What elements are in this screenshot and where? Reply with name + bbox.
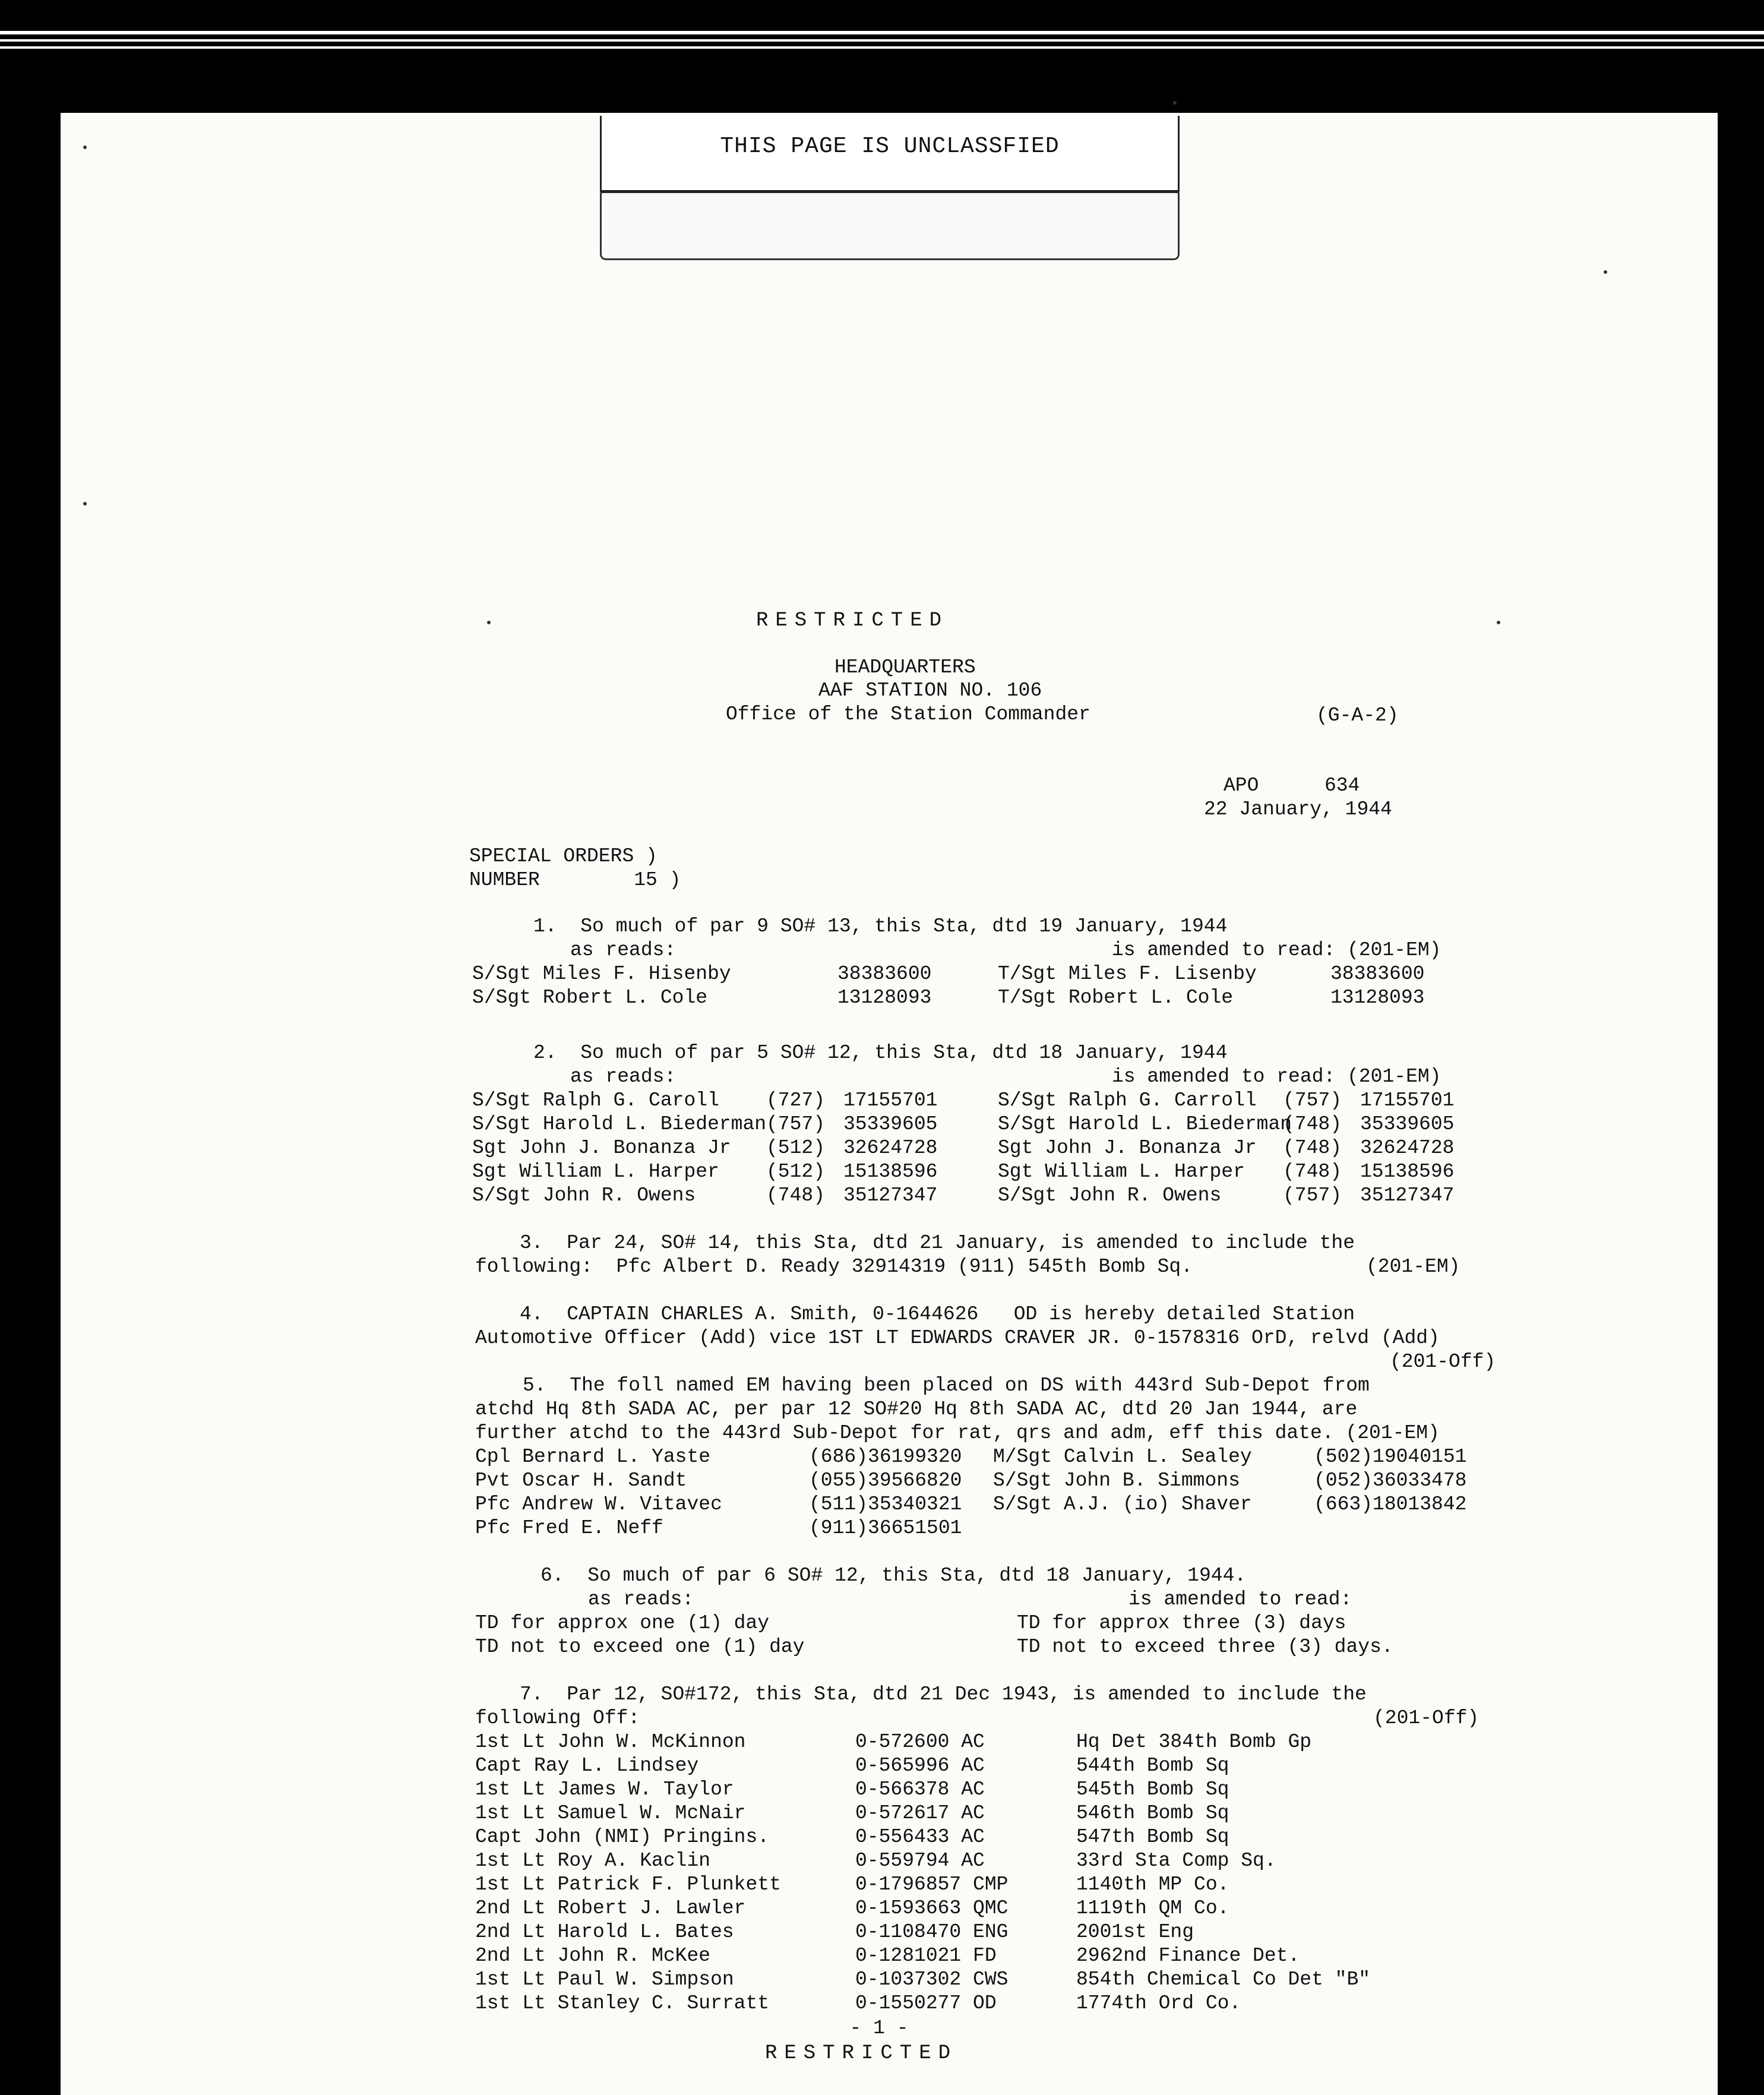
p6-line-1: 6. So much of par 6 SO# 12, this Sta, dtd 18 January, 1944. (540, 1565, 1247, 1587)
apo-number: 634 (1324, 775, 1360, 797)
p5-left-name-4: Pfc Fred E. Neff (475, 1517, 663, 1539)
classification-top: RESTRICTED (755, 609, 949, 632)
scan-speck (1604, 270, 1607, 274)
officer-serial: 0-559794 AC (855, 1850, 985, 1872)
p2-right-code-5: (757) (1283, 1184, 1342, 1206)
p2-right-code-1: (757) (1283, 1089, 1342, 1111)
special-orders-label: SPECIAL ORDERS ) (469, 845, 657, 867)
p1-as-reads: as reads: (570, 939, 676, 961)
p2-right-name-2: S/Sgt Harold L. Biederman (998, 1113, 1292, 1135)
officer-unit: 545th Bomb Sq (1076, 1778, 1229, 1800)
p2-left-name-3: Sgt John J. Bonanza Jr (472, 1137, 731, 1159)
p5-right-num-2: (052)36033478 (1314, 1470, 1467, 1492)
p3-ref: (201-EM) (1366, 1256, 1460, 1278)
officer-name: 1st Lt Roy A. Kaclin (475, 1850, 711, 1872)
p2-left-name-1: S/Sgt Ralph G. Caroll (472, 1089, 719, 1111)
officer-name: 1st Lt Patrick F. Plunkett (475, 1873, 781, 1895)
officer-name: 2nd Lt Robert J. Lawler (475, 1897, 746, 1919)
page-number: - 1 - (849, 2017, 909, 2039)
p2-right-name-3: Sgt John J. Bonanza Jr (998, 1137, 1257, 1159)
p5-left-name-2: Pvt Oscar H. Sandt (475, 1470, 687, 1492)
officer-serial: 0-1037302 CWS (855, 1968, 1009, 1990)
p1-right-name-1: T/Sgt Miles F. Lisenby (998, 963, 1257, 985)
p6-amended: is amended to read: (1128, 1588, 1352, 1610)
p2-right-num-2: 35339605 (1360, 1113, 1455, 1135)
p2-left-code-3: (512) (766, 1137, 826, 1159)
classification-bottom: RESTRICTED (764, 2042, 958, 2065)
p2-as-reads: as reads: (570, 1066, 676, 1088)
officer-name: 1st Lt Samuel W. McNair (475, 1802, 746, 1824)
officer-serial: 0-565996 AC (855, 1755, 985, 1777)
heading-line-2: AAF STATION NO. 106 (818, 680, 1042, 702)
p2-amended: is amended to read: (201-EM) (1112, 1066, 1441, 1088)
scan-speck (83, 146, 87, 149)
officer-serial: 0-556433 AC (855, 1826, 985, 1848)
p1-left-num-1: 38383600 (837, 963, 932, 985)
officer-name: 1st Lt Paul W. Simpson (475, 1968, 734, 1990)
officer-unit: 544th Bomb Sq (1076, 1755, 1229, 1777)
p5-right-name-1: M/Sgt Calvin L. Sealey (993, 1446, 1252, 1468)
p2-left-num-5: 35127347 (843, 1184, 938, 1206)
p2-left-num-2: 35339605 (843, 1113, 938, 1135)
p2-right-name-5: S/Sgt John R. Owens (998, 1184, 1222, 1206)
p2-left-name-5: S/Sgt John R. Owens (472, 1184, 696, 1206)
officer-serial: 0-1593663 QMC (855, 1897, 1009, 1919)
p2-left-code-2: (757) (766, 1113, 826, 1135)
officer-serial: 0-1108470 ENG (855, 1921, 1009, 1943)
p4-line-1: 4. CAPTAIN CHARLES A. Smith, 0-1644626 OD is hereby detailed Station (520, 1303, 1355, 1325)
top-border-rule-3 (0, 46, 1764, 49)
officer-unit: 1140th MP Co. (1076, 1873, 1229, 1895)
p5-right-name-2: S/Sgt John B. Simmons (993, 1470, 1240, 1492)
officer-serial: 0-1550277 OD (855, 1992, 997, 2014)
unclassified-stamp-text: THIS PAGE IS UNCLASSFIED (720, 134, 1060, 159)
p5-right-num-3: (663)18013842 (1314, 1493, 1467, 1515)
p6-left-2: TD not to exceed one (1) day (475, 1636, 805, 1658)
officer-unit: 546th Bomb Sq (1076, 1802, 1229, 1824)
p5-line-1: 5. The foll named EM having been placed on DS with 443rd Sub-Depot from (523, 1374, 1370, 1396)
p1-left-name-2: S/Sgt Robert L. Cole (472, 987, 708, 1009)
p5-right-num-1: (502)19040151 (1314, 1446, 1467, 1468)
p5-line-2: atchd Hq 8th SADA AC, per par 12 SO#20 Hq 8th SADA AC, dtd 20 Jan 1944, are (475, 1398, 1358, 1420)
p2-right-num-3: 32624728 (1360, 1137, 1455, 1159)
officer-unit: 33rd Sta Comp Sq. (1076, 1850, 1276, 1872)
p3-line-1: 3. Par 24, SO# 14, this Sta, dtd 21 January, is amended to include the (520, 1232, 1355, 1254)
p5-left-num-2: (055)39566820 (809, 1470, 962, 1492)
p1-right-num-2: 13128093 (1330, 987, 1425, 1009)
p2-right-num-5: 35127347 (1360, 1184, 1455, 1206)
p2-right-code-4: (748) (1283, 1161, 1342, 1183)
p1-amended: is amended to read: (201-EM) (1112, 939, 1441, 961)
p2-left-code-1: (727) (766, 1089, 826, 1111)
p1-left-num-2: 13128093 (837, 987, 932, 1009)
scan-speck (83, 502, 87, 505)
officer-name: 2nd Lt Harold L. Bates (475, 1921, 734, 1943)
heading-ref: (G-A-2) (1316, 704, 1399, 726)
p2-right-code-2: (748) (1283, 1113, 1342, 1135)
officer-serial: 0-1281021 FD (855, 1945, 997, 1967)
officer-name: Capt John (NMI) Pringins. (475, 1826, 770, 1848)
officer-name: 1st Lt John W. McKinnon (475, 1731, 746, 1753)
p5-left-num-3: (511)35340321 (809, 1493, 962, 1515)
officer-unit: 547th Bomb Sq (1076, 1826, 1229, 1848)
officer-serial: 0-572600 AC (855, 1731, 985, 1753)
p4-line-2: Automotive Officer (Add) vice 1ST LT EDWARDS CRAVER JR. 0-1578316 OrD, relvd (Add) (475, 1327, 1440, 1349)
p3-line-2: following: Pfc Albert D. Ready 32914319 (911) 545th Bomb Sq. (475, 1256, 1193, 1278)
officer-name: 1st Lt Stanley C. Surratt (475, 1992, 770, 2014)
officer-unit: 2001st Eng (1076, 1921, 1194, 1943)
officer-name: 2nd Lt John R. McKee (475, 1945, 711, 1967)
p2-left-code-4: (512) (766, 1161, 826, 1183)
officer-unit: 2962nd Finance Det. (1076, 1945, 1300, 1967)
p6-right-2: TD not to exceed three (3) days. (1017, 1636, 1393, 1658)
p2-right-num-4: 15138596 (1360, 1161, 1455, 1183)
p2-right-name-4: Sgt William L. Harper (998, 1161, 1245, 1183)
p1-left-name-1: S/Sgt Miles F. Hisenby (472, 963, 731, 985)
p2-left-num-4: 15138596 (843, 1161, 938, 1183)
officer-name: 1st Lt James W. Taylor (475, 1778, 734, 1800)
p4-ref: (201-Off) (1390, 1351, 1496, 1373)
p1-right-num-1: 38383600 (1330, 963, 1425, 985)
p5-left-num-1: (686)36199320 (809, 1446, 962, 1468)
top-border-rule-2 (0, 39, 1764, 42)
p7-line-2: following Off: (475, 1707, 640, 1729)
heading-line-3: Office of the Station Commander (726, 703, 1090, 725)
p5-left-name-3: Pfc Andrew W. Vitavec (475, 1493, 722, 1515)
p5-left-num-4: (911)36651501 (809, 1517, 962, 1539)
officer-unit: Hq Det 384th Bomb Gp (1076, 1731, 1312, 1753)
officer-unit: 854th Chemical Co Det "B" (1076, 1968, 1371, 1990)
officer-serial: 0-1796857 CMP (855, 1873, 1009, 1895)
scan-speck (1173, 101, 1177, 105)
p2-right-name-1: S/Sgt Ralph G. Carroll (998, 1089, 1257, 1111)
p1-line-1: 1. So much of par 9 SO# 13, this Sta, dtd 19 January, 1944 (533, 915, 1228, 937)
officer-serial: 0-566378 AC (855, 1778, 985, 1800)
p2-left-num-1: 17155701 (843, 1089, 938, 1111)
p2-left-name-2: S/Sgt Harold L. Biederman (472, 1113, 767, 1135)
order-date: 22 January, 1944 (1204, 798, 1392, 820)
special-orders-number: NUMBER 15 ) (469, 869, 681, 891)
officer-unit: 1774th Ord Co. (1076, 1992, 1241, 2014)
p6-left-1: TD for approx one (1) day (475, 1612, 770, 1634)
p6-right-1: TD for approx three (3) days (1017, 1612, 1346, 1634)
p2-right-code-3: (748) (1283, 1137, 1342, 1159)
p2-right-num-1: 17155701 (1360, 1089, 1455, 1111)
apo-label: APO (1224, 775, 1259, 797)
p2-left-code-5: (748) (766, 1184, 826, 1206)
heading-line-1: HEADQUARTERS (834, 656, 976, 678)
p5-line-3: further atchd to the 443rd Sub-Depot for rat, qrs and adm, eff this date. (201-EM) (475, 1422, 1440, 1444)
p2-left-num-3: 32624728 (843, 1137, 938, 1159)
p6-as-reads: as reads: (588, 1588, 694, 1610)
officer-unit: 1119th QM Co. (1076, 1897, 1229, 1919)
p7-line-1: 7. Par 12, SO#172, this Sta, dtd 21 Dec 1943, is amended to include the (520, 1683, 1367, 1705)
p5-left-name-1: Cpl Bernard L. Yaste (475, 1446, 711, 1468)
top-border-rule-1 (0, 31, 1764, 34)
p7-ref: (201-Off) (1373, 1707, 1480, 1729)
unclassified-stamp (600, 116, 1180, 192)
officer-serial: 0-572617 AC (855, 1802, 985, 1824)
p1-right-name-2: T/Sgt Robert L. Cole (998, 987, 1234, 1009)
p2-left-name-4: Sgt William L. Harper (472, 1161, 719, 1183)
p5-right-name-3: S/Sgt A.J. (io) Shaver (993, 1493, 1252, 1515)
officer-name: Capt Ray L. Lindsey (475, 1755, 699, 1777)
p2-line-1: 2. So much of par 5 SO# 12, this Sta, dtd 18 January, 1944 (533, 1042, 1228, 1064)
tape-flap (600, 190, 1180, 260)
